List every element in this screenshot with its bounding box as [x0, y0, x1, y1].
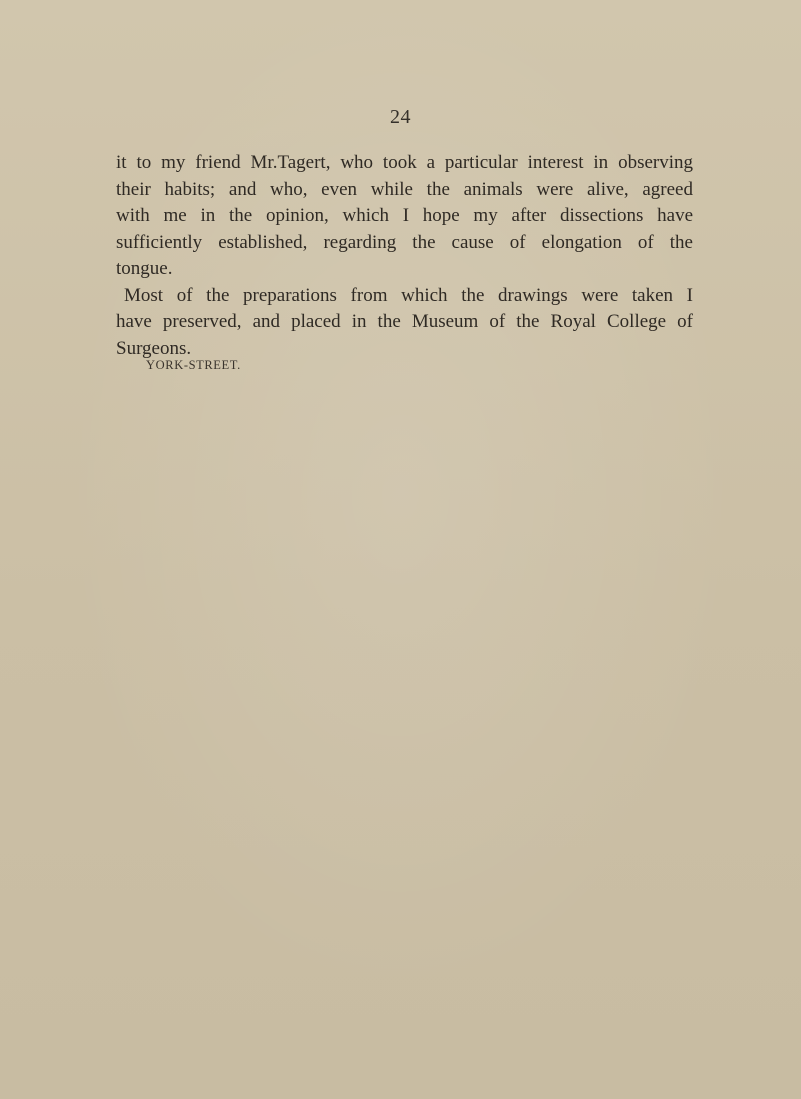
text-line: sufficiently established, regarding the cause of elongation of the [116, 231, 693, 253]
text-line: their habits; and who, even while the animals were alive, agreed [116, 178, 693, 200]
body-text [116, 150, 693, 362]
text-line: Surgeons. [116, 337, 192, 359]
text-line: with me in the opinion, which I hope my after dissections have [116, 205, 693, 226]
text-line: tongue. [116, 258, 173, 279]
text-line: it to my friend Mr.Tagert, who took a particular interest in observing [116, 152, 693, 173]
page-number: 24 [390, 106, 411, 128]
signoff: YORK-STREET. [146, 358, 241, 372]
text-line: Most of the preparations from which the drawings were taken I [124, 284, 693, 306]
text-line: have preserved, and placed in the Museum of the Royal College of [116, 311, 693, 332]
